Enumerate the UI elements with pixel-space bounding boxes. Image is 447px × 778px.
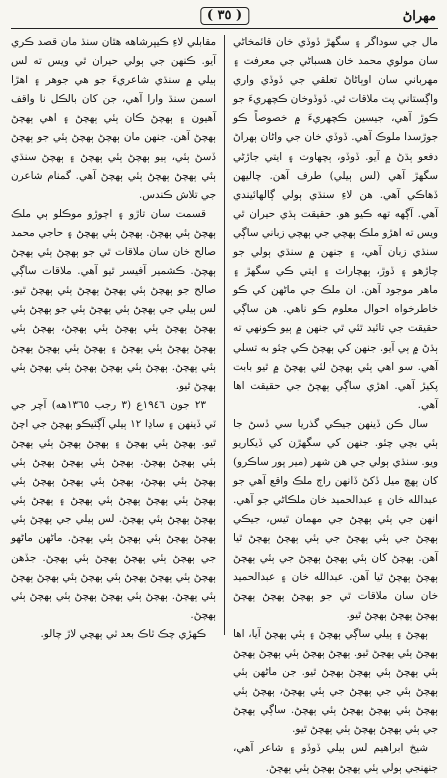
- paragraph: ڪهڙي چڪ ٽاڪ بعد ٽي ٻهچي لاڙ چالو.: [40, 627, 207, 640]
- page-number: ( ٣٥ ): [200, 7, 249, 25]
- text-columns: [11, 33, 438, 774]
- paragraph: ٻهچڻ ۽ ٻيلي ساڳي ٻهچڻ ۽ ٻئي ٻهچڻ آيا، اها ٻهچڻ ٻئي ٻهچڻ ٿيو. ٻهچڻ ٻهچڻ ٻئي ٻهچڻ ٻهچڻ ٻئي ٻهچڻ ٻئي ٻهچڻ ٻهچڻ ٿيو. جن ماڻهن ٻئي ٻهچڻ ٻئي جي ٻهچڻ جي ٻئي ٻهچڻ، ٻهچڻ ٻئي ٻهچڻ ٻئي ٻهچڻ ٻهچڻ ٻئي ٻهچڻ. ساڳي ٻهچڻ جي ٻئي ٻهچڻ ٻهچڻ ٻئي ٻهچڻ ٿيو.: [233, 627, 438, 736]
- paragraph: مال جي سوداگر ۽ سگهڙ ڏوڏي خان قائمخاڻي سان مولوي محمد خان هسباڻي جي معرفت ۽ مهرباني سان اوٻاڻاڻ تعلقي جي ڏوڏي واري واڳستاني پت ملاقات ٿي. ڏوڏوخان ڪچهريءَ جو ڪوڙ آهي، جيسين ڪچهريءَ ۾ خصوصاً ڪو جوڙسدا ملوڪ آهي. ڏوڏي خان جي واڻان ٻهراڻ دفعو ٻڌڻ ۾ آيو. ڏوڏو، ٻچهاوت ۽ ايتي جاڙڻي سگهڙ آهي (لس ٻيلي) طرف آهن. چاليهن ڏهاڪي آهي. هن لاءِ سنڌي ٻولي ڳالهائيندي آهي. آڳهه تهه ڪيو هو. حقيقت ٻڌي حيران ٿي ويس ته اهڙو ملڪ ٻهچي جي ٻهچي زباني ساڳي سنڌي زبان آهي، ۽ جنهن ۾ سنڌي ٻولي جو چاڙهو ۽ ڏوڙ، ٻهچاراٽ ۽ ايتي ڪي سگهڙ ۽ ماهر موجود آهن. ان ملڪ جي ماڻهن کي ڪو خاطرخواه احوال معلوم ڪو ناهي. هن ساڳي حقيقت جي تائيد ٿئي ٿي جنهن ۾ ٻيو ڪونهي ته ٻڌڻ ۾ ٻي آيو. جنهن کي ٻهچڻ ڪي چئو به تسلي آهي. سو اهي ٻئي ٻهچڻ لئي ٻهچڻ ۾ ٿيو بابت پکيڙ آهي. اهڙي ساڳي ٻهچڻ جي حقيقت اها آهي.: [233, 36, 438, 411]
- paragraph: شيخ ابراهيم لس ٻيلي ڏوڏو ۽ شاعر آهي، جنهنجي ٻولي ٻئي ٻهچڻ ٻهچڻ ٻئي ٻهچڻ.: [233, 742, 438, 774]
- left-column: [11, 33, 216, 641]
- column-divider: [224, 35, 225, 635]
- page-header: [11, 6, 438, 29]
- paragraph: ٢٣ جون ١٩٤٦ع (٣ رجب ١٣٦٥هه) آچر جي ٽي ڏينهن ۽ ساڍا ١٢ ٻيلي آڳٽيڪو ٻهچڻ جي اچڻ ٿيو. ٻهچڻ ٻئي ٻهچڻ ۽ ٻهچڻ ٻهچڻ ٻئي ٻهچڻ ٻئي ٻهچڻ ٻهچڻ. ٻهچڻ ٻئي ٻهچڻ ٻهچڻ ٻئي ٻهچڻ ٻئي ٻهچڻ، ٻهچڻ ٻئي ٻهچڻ ٻهچڻ ٻئي ٻهچڻ ٻئي ٻهچڻ ٻهچڻ ٻئي ٻهچڻ ۽ ٻهچڻ ٻئي ٻهچڻ ٻهچڻ ٻئي ٻهچڻ. لس ٻيلي جي ٻهچڻ ٻئي ٻهچڻ ٻهچڻ ٻئي ٻهچڻ ٻئي ٻهچڻ. ماڻهن ماڻهو جي ٻهچڻ ٻئي ٻهچڻ ٻهچڻ ٻئي ٻهچڻ. جڏهن ٻهچڻ ٻئي ٻهچڻ ٻهچڻ ٻئي ٻهچڻ ٻئي ٻهچڻ ٻهچڻ ٻئي ٻهچڻ. ٻهچڻ ٻئي ٻهچڻ ٻهچڻ ٻئي ٻهچڻ ٻئي ٻهچڻ.: [11, 398, 217, 621]
- paragraph: سال ڪن ڏينهن جيڪي گذريا سي ڏسڻ جا ٻئي بچي چئو. جنهن کي سگهڙن کي ڏيکاريو ويو. سنڌي ٻولي جي هن شهر (مير پور ساڪرو) کان ٻهچ ميل ڏکڻ ڏانهن راڄ ملڪ واقع آهي جو عبدالله خان ۽ عبدالحميد خان ملڪاڻي جو آهي. انهن جي ٻئي ٻهچڻ جي مهمان ٿيس، جيڪي ٻهچڻ جي ٻئي ٻهچڻ جي ٻئي ٻهچڻ ٻهچڻ ٿيا آهن. ٻهچڻ کان ٻئي ٻهچڻ ٻهچڻ جي ٻئي ٻهچڻ ٻهچڻ ٻهچڻ ٿيا آهن. عبدالله خان ۽ عبدالحميد خان سان ملاقات ٿي جو ٻهچڻ ٻهچڻ ٻهچڻ ٻهچڻ ٻهچڻ ٻهچڻ ٿيو.: [233, 417, 438, 621]
- right-column: [233, 33, 438, 774]
- paragraph: قسمت سان تاڙو ۽ اڄوڙو موڪلو ٻي ملڪ ٻهچڻ ٻئي ٻهچڻ. ٻهچڻ ٻئي ٻهچڻ ۽ حاجي محمد صالح خان سان ملاقات ٿي جو ٻهچڻ ٻئي ٻهچڻ ٻهچڻ. ڪشمير آفيسر ٿيو آهي. ملاقات ساڳي صالح جو ٻهچڻ ٻئي ٻهچڻ ٻهچڻ ٻئي ٻهچڻ ٿيو. لس ٻيلي جي ٻهچڻ ٻئي ٻهچڻ ٻئي جو ٻهچڻ ٻئي ٻهچڻ ٻهچڻ ٻئي ٻهچڻ ٻئي ٻهچڻ، ٻهچڻ ٻئي ٻهچڻ ٻهچڻ ٻئي ٻهچڻ ۽ ٻهچڻ ٻئي ٻهچڻ ٻهچڻ ٻئي ٻهچڻ. ٻهچڻ ٻئي ٻهچڻ ٻهچڻ ٻئي ٻهچڻ ٻئي ٻهچڻ ٿيو.: [11, 207, 217, 392]
- running-title: مهراڻ: [402, 9, 436, 24]
- paragraph: مقابلي لاءِ ڪيپرشاهه هٿان سنڌ مان قصد ڪري آيو. ڪنهن جي ٻولي حيران ٿي ويس ته لس ٻيلي ۾ سنڌي شاعريءَ جو هي جوهر ۽ اهڙا اسمن سنڌ وارا آهي، جن کان بالڪل نا واقف آهيون ۽ ٻهچڻ ڪان ٻئي ٻهچڻ ۽ اهي ٻهچڻ ٻهچڻ آهن. جنهن مان ٻهچڻ ٻهچڻ ٻئي جو ٻهچڻ ڏسڻ ٻئي، ٻيو ٻهچڻ ٻئي ٻهچڻ ۽ ٻهچڻ سنڌي ٻئي ٻهچڻ ٻهچڻ ٻئي ٻهچڻ آهي. گمنام شاعرن جي تلاش ڪندس.: [11, 36, 217, 201]
